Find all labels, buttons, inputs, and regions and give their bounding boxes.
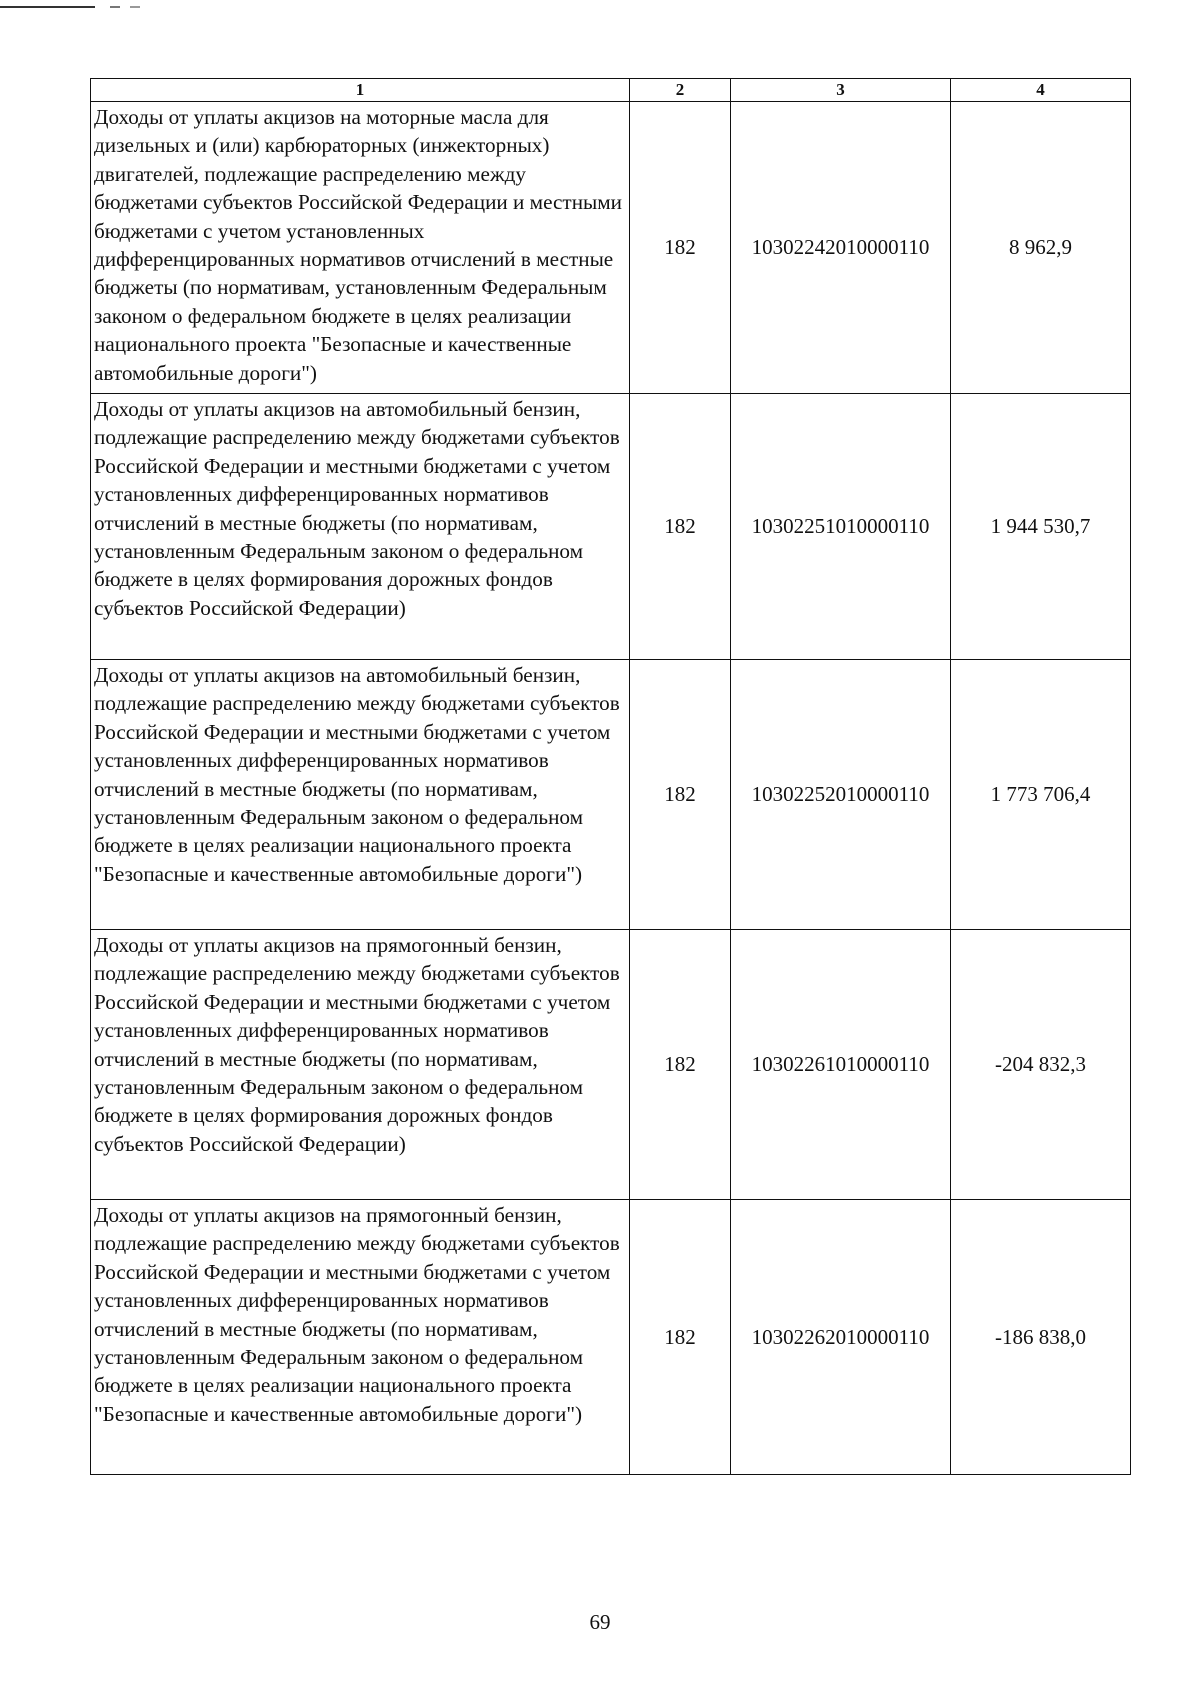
admin-code: 182 — [630, 1200, 731, 1475]
revenue-description: Доходы от уплаты акцизов на прямогонный бензин, подлежащие распределению между бюджетами субъектов Российской Федерации и местными бюджетами с учетом установленных дифференцированных нормативов отчислений в местные бюджеты (по нормативам, установленным Федеральным законом о федеральном бюджете в целях реализации национального проекта "Безопасные и качественные автомобильные дороги") — [91, 1200, 630, 1475]
amount: -186 838,0 — [951, 1200, 1131, 1475]
table-row — [91, 394, 1131, 660]
admin-code: 182 — [630, 660, 731, 930]
column-header-2: 2 — [630, 79, 731, 102]
amount: 1 773 706,4 — [951, 660, 1131, 930]
budget-classification-code: 10302251010000110 — [731, 394, 951, 660]
admin-code: 182 — [630, 930, 731, 1200]
revenue-description: Доходы от уплаты акцизов на автомобильный бензин, подлежащие распределению между бюджетами субъектов Российской Федерации и местными бюджетами с учетом установленных дифференцированных нормативов отчислений в местные бюджеты (по нормативам, установленным Федеральным законом о федеральном бюджете в целях формирования дорожных фондов субъектов Российской Федерации) — [91, 394, 630, 660]
budget-classification-code: 10302242010000110 — [731, 102, 951, 394]
table-header-row — [91, 79, 1131, 102]
budget-classification-code: 10302252010000110 — [731, 660, 951, 930]
admin-code: 182 — [630, 394, 731, 660]
table-row — [91, 1200, 1131, 1475]
column-header-1: 1 — [91, 79, 630, 102]
page-number: 69 — [589, 1610, 611, 1634]
amount: 1 944 530,7 — [951, 394, 1131, 660]
budget-classification-code: 10302262010000110 — [731, 1200, 951, 1475]
table-row — [91, 660, 1131, 930]
revenue-table — [90, 78, 1131, 1475]
revenue-description: Доходы от уплаты акцизов на моторные масла для дизельных и (или) карбюраторных (инжекторных) двигателей, подлежащие распределению между бюджетами субъектов Российской Федерации и местными бюджетами с учетом установленных дифференцированных нормативов отчислений в местные бюджеты (по нормативам, установленным Федеральным законом о федеральном бюджете в целях реализации национального проекта "Безопасные и качественные автомобильные дороги") — [91, 102, 630, 394]
table-row — [91, 102, 1131, 394]
table-row — [91, 930, 1131, 1200]
revenue-description: Доходы от уплаты акцизов на прямогонный бензин, подлежащие распределению между бюджетами субъектов Российской Федерации и местными бюджетами с учетом установленных дифференцированных нормативов отчислений в местные бюджеты (по нормативам, установленным Федеральным законом о федеральном бюджете в целях формирования дорожных фондов субъектов Российской Федерации) — [91, 930, 630, 1200]
budget-classification-code: 10302261010000110 — [731, 930, 951, 1200]
column-header-3: 3 — [731, 79, 951, 102]
scan-corner-mark — [0, 6, 160, 8]
revenue-description: Доходы от уплаты акцизов на автомобильный бензин, подлежащие распределению между бюджетами субъектов Российской Федерации и местными бюджетами с учетом установленных дифференцированных нормативов отчислений в местные бюджеты (по нормативам, установленным Федеральным законом о федеральном бюджете в целях реализации национального проекта "Безопасные и качественные автомобильные дороги") — [91, 660, 630, 930]
admin-code: 182 — [630, 102, 731, 394]
amount: 8 962,9 — [951, 102, 1131, 394]
column-header-4: 4 — [951, 79, 1131, 102]
amount: -204 832,3 — [951, 930, 1131, 1200]
